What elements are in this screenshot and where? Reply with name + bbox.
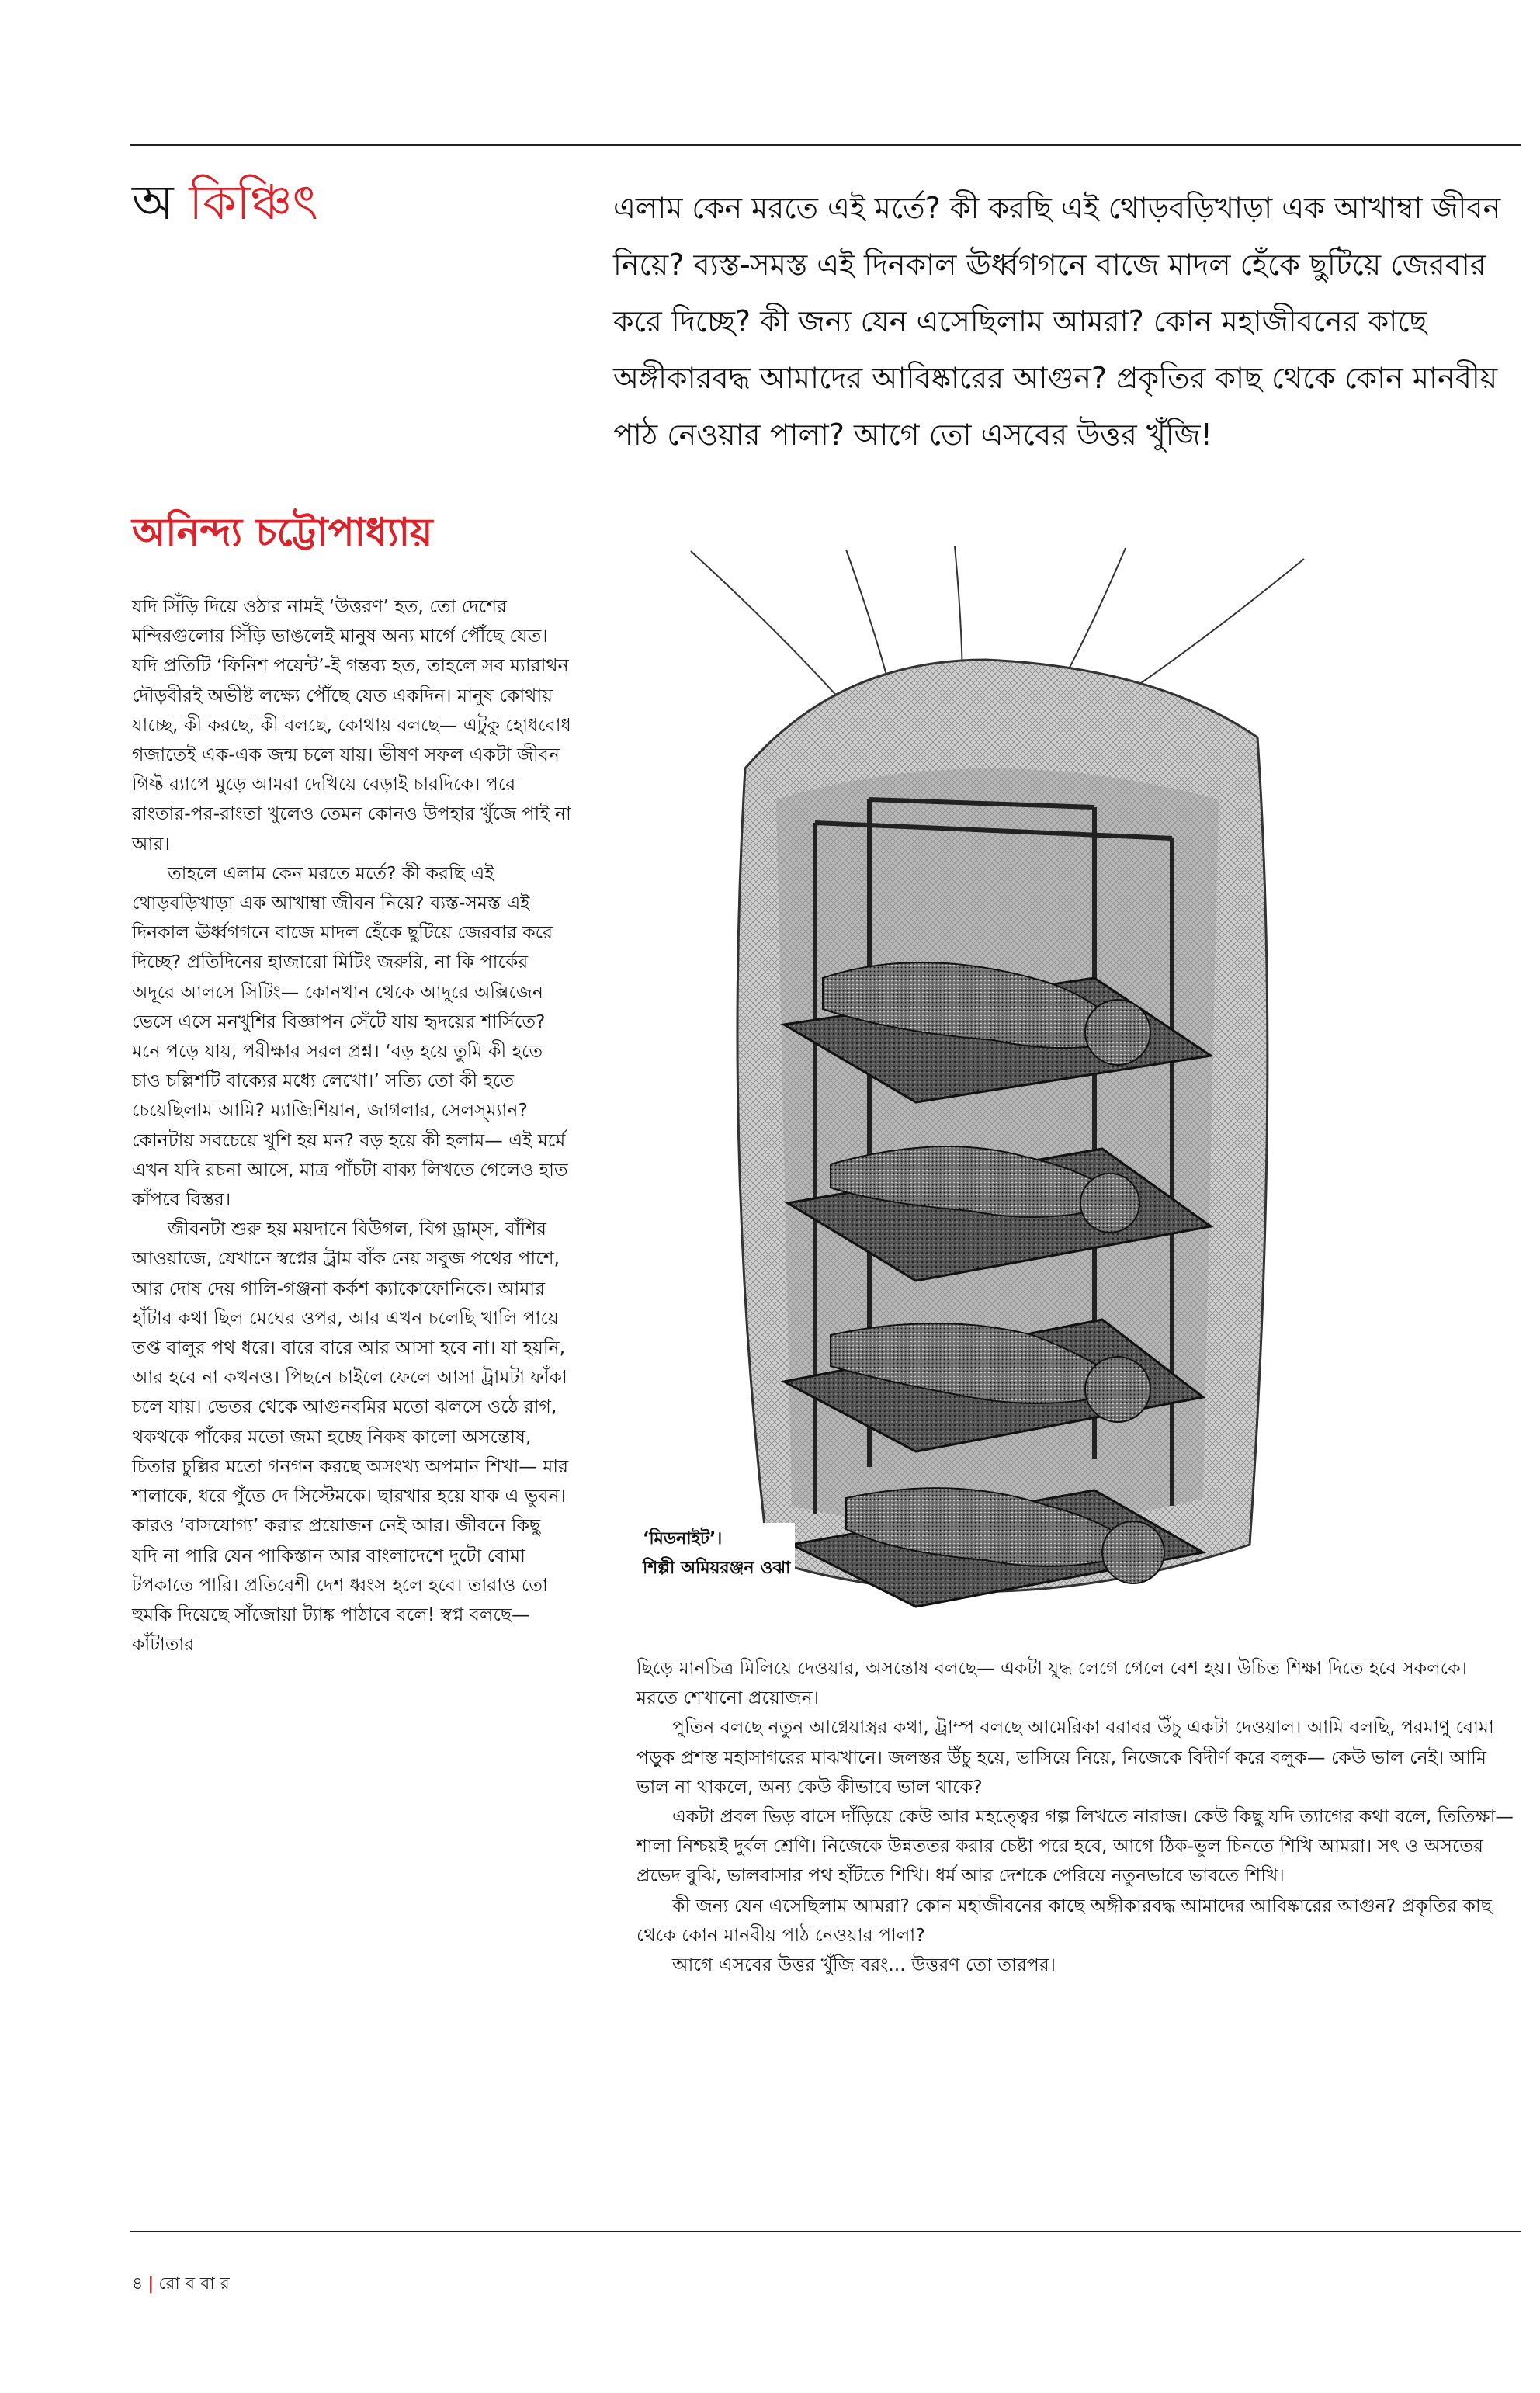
midnight-illustration: [660, 543, 1320, 1646]
right-paragraph-3: একটা প্রবল ভিড় বাসে দাঁড়িয়ে কেউ আর মহত্ত্বের গল্প লিখতে নারাজ। কেউ কিছু যদি ত্যাগের কথা বলে, তিতিক্ষা— শালা নিশ্চয়ই দুর্বল শ্রেণি। নিজেকে উন্নততর করার চেষ্টা পরে হবে, আগে ঠিক-ভুল চিনতে শিখি আমরা। সৎ ও অসতের প্রভেদ বুঝি, ভালবাসার পথ হাঁটতে শিখি। ধর্ম আর দেশকে পেরিয়ে নতুনভাবে ভাবতে শিখি।: [636, 1805, 1514, 1887]
page-number: ৪: [132, 2274, 144, 2294]
author-byline: অনিন্দ্য চট্টোপাধ্যায়: [132, 510, 433, 555]
bottom-rule: [130, 2231, 1521, 2232]
top-rule: [130, 144, 1521, 146]
column-title-prefix: অ: [132, 174, 174, 231]
footer-separator: |: [147, 2274, 154, 2294]
magazine-name: রো ব বা র: [158, 2274, 230, 2294]
left-paragraph-1: যদি সিঁড়ি দিয়ে ওঠার নামই ‘উত্তরণ’ হত, তো দেশের মন্দিরগুলোর সিঁড়ি ভাঙলেই মানুষ অন্য মার্গে পৌঁছে যেত। যদি প্রতিটি ‘ফিনিশ পয়েন্ট’-ই গন্তব্য হত, তাহলে সব ম্যারাথন দৌড়বীরই অভীষ্ট লক্ষ্যে পৌঁছে যেত একদিন। মানুষ কোথায় যাচ্ছে, কী করছে, কী বলছে, কোথায় বলছে— এটুকু হোধবোধ গজাতেই এক-এক জন্ম চলে যায়। ভীষণ সফল একটা জীবন গিফ্ট র‍্যাপে মুড়ে আমরা দেখিয়ে বেড়াই চারদিকে। পরে রাংতার-পর-রাংতা খুলেও তেমন কোনও উপহার খুঁজে পাই না আর।: [132, 595, 571, 855]
column-title-word: কিঞ্চিৎ: [189, 174, 318, 231]
illustration-caption: [638, 1523, 795, 1585]
right-paragraph-5: আগে এসবের উত্তর খুঁজি বরং... উত্তরণ তো তারপর।: [672, 1954, 1056, 1976]
right-column: [636, 1653, 1514, 1979]
right-paragraph-4: কী জন্য যেন এসেছিলাম আমরা? কোন মহাজীবনের কাছে অঙ্গীকারবদ্ধ আমাদের আবিষ্কারের আগুন? প্রকৃতির কাছ থেকে কোন মানবীয় পাঠ নেওয়ার পালা?: [636, 1894, 1492, 1946]
column-title: [132, 175, 318, 231]
caption-credit: শিল্পী অমিয়রঞ্জন ওঝা: [643, 1559, 791, 1578]
page-footer: [132, 2273, 230, 2296]
left-paragraph-2: তাহলে এলাম কেন মরতে মর্তে? কী করছি এই থোড়বড়িখাড়া এক আখাম্বা জীবন নিয়ে? ব্যস্ত-সমস্ত এই দিনকাল ঊর্ধ্বগগনে বাজে মাদল হেঁকে ছুটিয়ে জেরবার করে দিচ্ছে? প্রতিদিনের হাজারো মিটিং জরুরি, না কি পার্কের অদূরে আলসে সিটিং— কোনখান থেকে আদুরে অক্সিজেন ভেসে এসে মনখুশির বিজ্ঞাপন সেঁটে যায় হৃদয়ের শার্সিতে? মনে পড়ে যায়, পরীক্ষার সরল প্রশ্ন। ‘বড় হয়ে তুমি কী হতে চাও চল্লিশটি বাক্যের মধ্যে লেখো।’ সত্যি তো কী হতে চেয়েছিলাম আমি? ম্যাজিশিয়ান, জাগলার, সেলস্‌ম্যান? কোনটায় সবচেয়ে খুশি হয় মন? বড় হয়ে কী হলাম— এই মর্মে এখন যদি রচনা আসে, মাত্র পাঁচটা বাক্য লিখতে গেলেও হাত কাঁপবে বিস্তর।: [132, 862, 568, 1211]
caption-title: ‘মিডনাইট’।: [643, 1529, 723, 1549]
intro-standfirst: [613, 180, 1514, 463]
left-column: [132, 591, 571, 1659]
intro-text: এলাম কেন মরতে এই মর্তে? কী করছি এই থোড়বড়িখাড়া এক আখাম্বা জীবন নিয়ে? ব্যস্ত-সমস্ত এই দিনকাল ঊর্ধ্বগগনে বাজে মাদল হেঁকে ছুটিয়ে জেরবার করে দিচ্ছে? কী জন্য যেন এসেছিলাম আমরা? কোন মহাজীবনের কাছে অঙ্গীকারবদ্ধ আমাদের আবিষ্কারের আগুন? প্রকৃতির কাছ থেকে কোন মানবীয় পাঠ নেওয়ার পালা? আগে তো এসবের উত্তর খুঁজি!: [613, 191, 1501, 452]
right-paragraph-2: পুতিন বলছে নতুন আগ্নেয়াস্ত্রর কথা, ট্রাম্প বলছে আমেরিকা বরাবর উঁচু একটা দেওয়াল। আমি বলছি, পরমাণু বোমা পড়ুক প্রশস্ত মহাসাগরের মাঝখানে। জলস্তর উঁচু হয়ে, ভাসিয়ে নিয়ে, নিজেকে বিদীর্ণ করে বলুক— কেউ ভাল নেই। আমি ভাল না থাকলে, অন্য কেউ কীভাবে ভাল থাকে?: [636, 1716, 1494, 1798]
right-paragraph-1: ছিড়ে মানচিত্র মিলিয়ে দেওয়ার, অসন্তোষ বলছে— একটা যুদ্ধ লেগে গেলে বেশ হয়। উচিত শিক্ষা দিতে হবে সকলকে। মরতে শেখানো প্রয়োজন।: [636, 1657, 1468, 1709]
left-paragraph-3: জীবনটা শুরু হয় ময়দানে বিউগল, বিগ ড্রাম্স, বাঁশির আওয়াজে, যেখানে স্বপ্নের ট্রাম বাঁক নেয় সবুজ পথের পাশে, আর দোষ দেয় গালি-গঞ্জনা কর্কশ ক্যাকোফোনিকে। আমার হাঁটার কথা ছিল মেঘের ওপর, আর এখন চলেছি খালি পায়ে তপ্ত বালুর পথ ধরে। বারে বারে আর আসা হবে না। যা হয়নি, আর হবে না কখনও। পিছনে চাইলে ফেলে আসা ট্রামটা ফাঁকা চলে যায়। ভেতর থেকে আগুনবমির মতো ঝলসে ওঠে রাগ, থকথকে পাঁকের মতো জমা হচ্ছে নিকষ কালো অসন্তোষ, চিতার চুল্লির মতো গনগন করছে অসংখ্য অপমান শিখা— মার শালাকে, ধরে পুঁতে দে সিস্টেমকে। ছারখার হয়ে যাক এ ভুবন। কারও ‘বাসযোগ্য’ করার প্রয়োজন নেই আর। জীবনে কিছু যদি না পারি যেন পাকিস্তান আর বাংলাদেশে দুটো বোমা টপকাতে পারি। প্রতিবেশী দেশ ধ্বংস হলে হবে। তারাও তো হুমকি দিয়েছে সাঁজোয়া ট্যাঙ্ক পাঠাবে বলে! স্বপ্ন বলছে— কাঁটাতার: [132, 1218, 569, 1656]
